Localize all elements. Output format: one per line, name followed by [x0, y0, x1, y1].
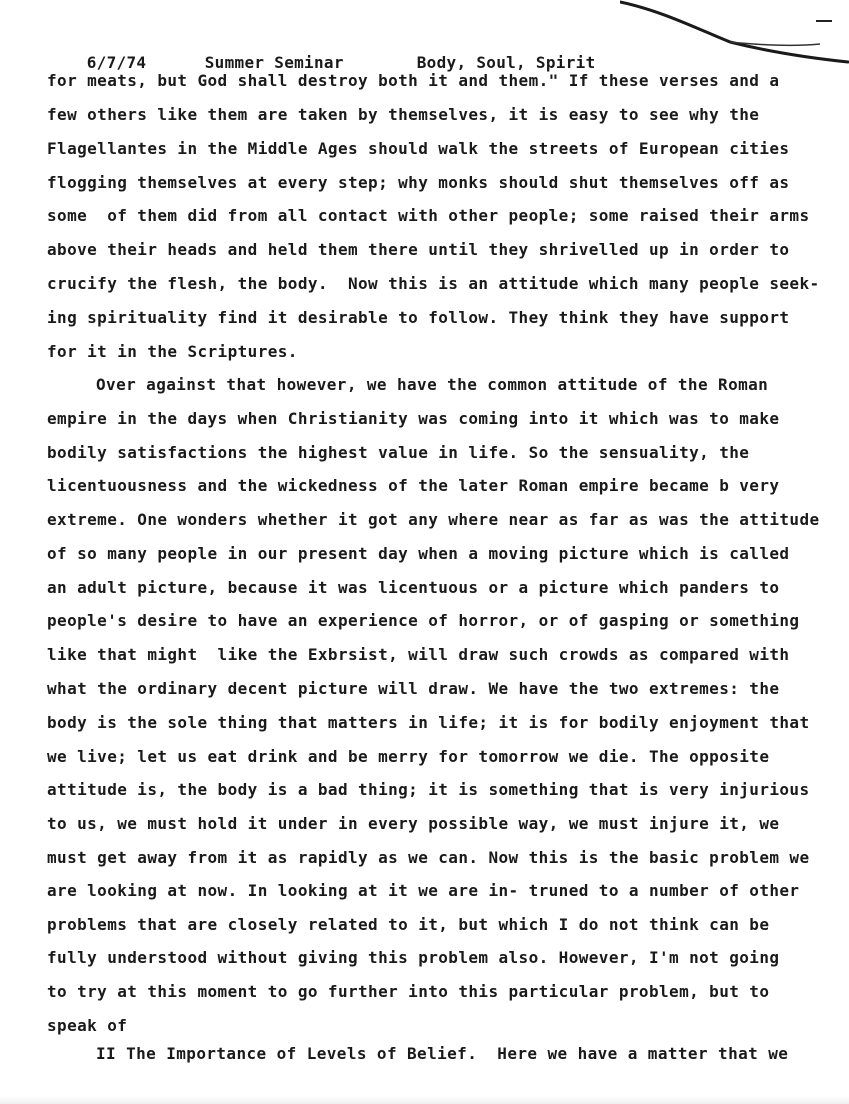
- text-line: licentuousness and the wickedness of the later Roman empire became b very: [47, 476, 780, 495]
- header-seminar: Summer Seminar: [204, 53, 344, 72]
- header-title: Body, Soul, Spirit: [416, 53, 596, 72]
- text-line: body is the sole thing that matters in life; it is for bodily enjoyment that: [47, 713, 810, 732]
- text-line: like that might like the Exbrsist, will draw such crowds as compared with: [47, 645, 790, 664]
- text-line: fully understood without giving this problem also. However, I'm not going: [47, 948, 780, 967]
- text-line: of so many people in our present day when a moving picture which is called: [47, 544, 790, 563]
- text-line: empire in the days when Christianity was coming into it which was to make: [47, 409, 780, 428]
- text-line: to us, we must hold it under in every possible way, we must injure it, we: [47, 814, 780, 833]
- text-line: some of them did from all contact with other people; some raised their arms: [47, 206, 810, 225]
- text-line: extreme. One wonders whether it got any where near as far as was the attitude: [47, 510, 820, 529]
- text-line: problems that are closely related to it, but which I do not think can be: [47, 915, 770, 934]
- text-line: ing spirituality find it desirable to follow. They think they have support: [47, 308, 790, 327]
- text-line: above their heads and held them there until they shrivelled up in order to: [47, 240, 790, 259]
- text-line: for meats, but God shall destroy both it and them." If these verses and a: [47, 71, 780, 90]
- text-line: are looking at now. In looking at it we are in- truned to a number of other: [47, 881, 800, 900]
- pen-stroke-mark: [620, 0, 849, 70]
- paragraph-first-line: Over against that however, we have the common attitude of the Roman: [96, 375, 769, 394]
- text-line: what the ordinary decent picture will draw. We have the two extremes: the: [47, 679, 780, 698]
- text-line: attitude is, the body is a bad thing; it is something that is very injurious: [47, 780, 810, 799]
- text-line: people's desire to have an experience of horror, or of gasping or something: [47, 611, 800, 630]
- text-line: speak of: [47, 1016, 128, 1035]
- text-line: must get away from it as rapidly as we can. Now this is the basic problem we: [47, 848, 810, 867]
- page-bottom-edge: [0, 1096, 849, 1104]
- text-line: crucify the flesh, the body. Now this is an attitude which many people seek-: [47, 274, 820, 293]
- text-line: an adult picture, because it was licentuous or a picture which panders to: [47, 578, 780, 597]
- section-heading-line: II The Importance of Levels of Belief. Here we have a matter that we: [96, 1044, 789, 1063]
- text-line: flogging themselves at every step; why monks should shut themselves off as: [47, 173, 790, 192]
- text-line: bodily satisfactions the highest value in life. So the sensuality, the: [47, 443, 750, 462]
- text-line: to try at this moment to go further into this particular problem, but to: [47, 982, 770, 1001]
- text-line: for it in the Scriptures.: [47, 342, 298, 361]
- margin-dash-mark: [816, 20, 832, 22]
- text-line: we live; let us eat drink and be merry for tomorrow we die. The opposite: [47, 747, 770, 766]
- header-date: 6/7/74: [86, 53, 147, 72]
- text-line: few others like them are taken by themselves, it is easy to see why the: [47, 105, 760, 124]
- text-line: Flagellantes in the Middle Ages should walk the streets of European cities: [47, 139, 790, 158]
